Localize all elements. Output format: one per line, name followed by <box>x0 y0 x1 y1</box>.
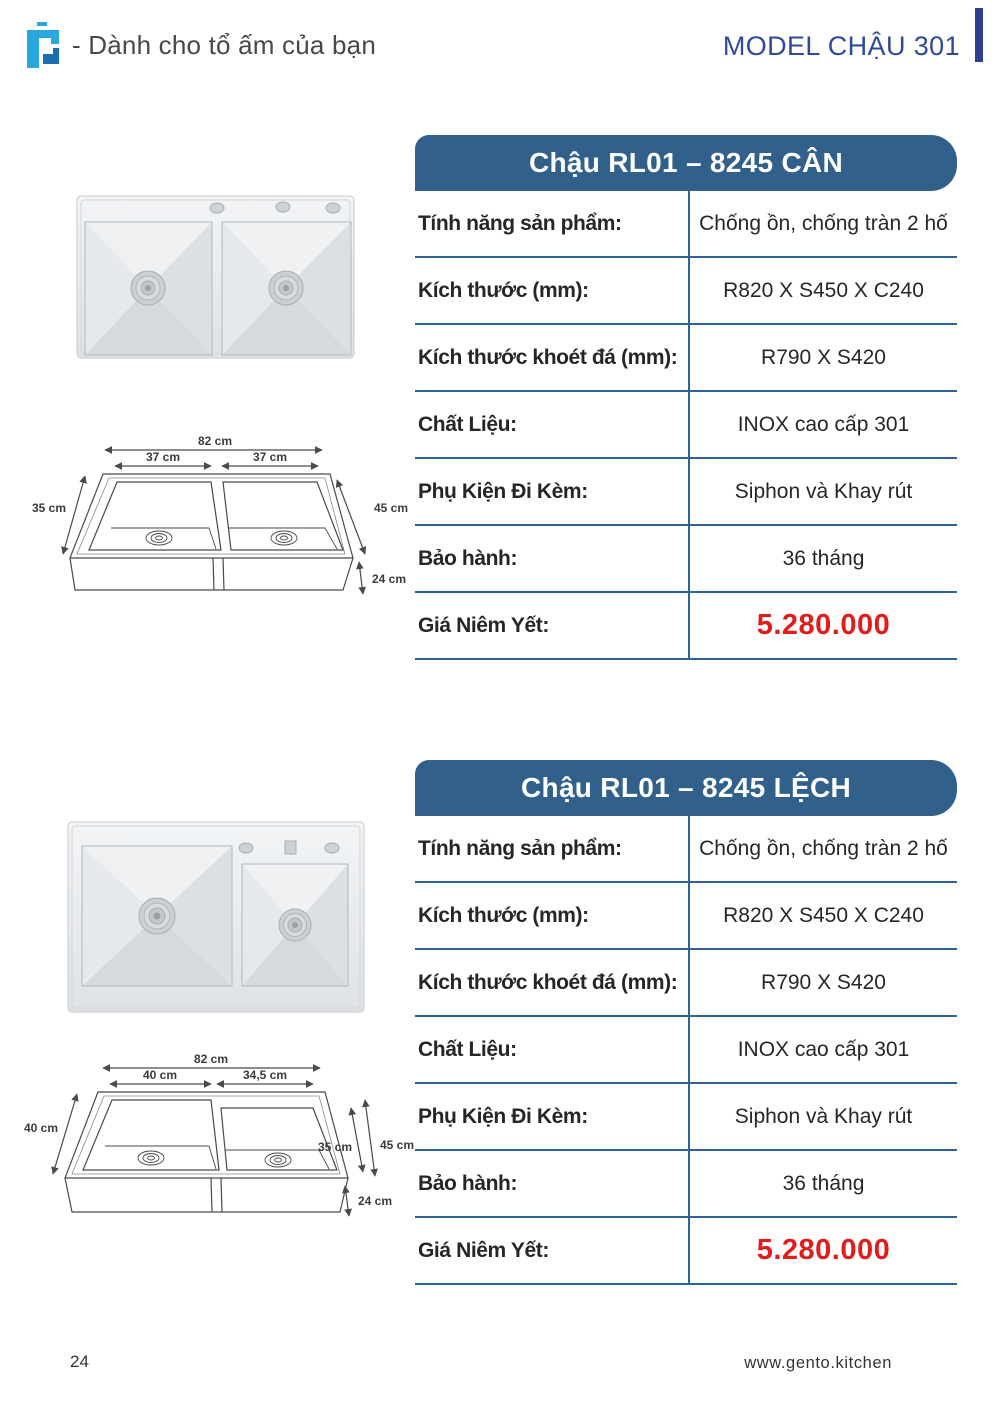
spec-label: Kích thước khoét đá (mm): <box>415 325 690 390</box>
dim-bowl-right: 34,5 cm <box>242 1068 288 1082</box>
spec-label: Giá Niêm Yết: <box>415 1218 690 1283</box>
sink-bowl-left <box>85 222 212 355</box>
spec-value: 36 tháng <box>782 546 865 570</box>
table-row <box>415 1151 957 1218</box>
spec-label: Phụ Kiện Đi Kèm: <box>415 459 690 524</box>
spec-table-lech <box>415 760 957 1285</box>
spec-label: Chất Liệu: <box>415 1017 690 1082</box>
spec-label: Bảo hành: <box>415 526 690 591</box>
table-row <box>415 392 957 459</box>
spec-value: R820 X S450 X C240 <box>723 278 924 302</box>
dim-side-depth: 45 cm <box>373 501 409 515</box>
spec-table-title: Chậu RL01 – 8245 CÂN <box>415 135 957 191</box>
spec-value: 36 tháng <box>782 1171 865 1195</box>
spec-value: INOX cao cấp 301 <box>737 1037 910 1061</box>
page-title: MODEL CHẬU 301 <box>722 31 960 61</box>
sink-bowl-right <box>222 222 351 355</box>
table-row <box>415 459 957 526</box>
brand-tagline: - Dành cho tổ ấm của bạn <box>72 30 376 60</box>
dim-bowl-height: 24 cm <box>371 572 407 586</box>
dim-total-width: 82 cm <box>197 434 233 448</box>
drain-icon <box>269 271 303 305</box>
spec-value: R820 X S450 X C240 <box>723 903 924 927</box>
spec-table-can <box>415 135 957 660</box>
drain-icon <box>131 271 165 305</box>
price-value: 5.280.000 <box>756 1234 891 1266</box>
dim-side-depth: 45 cm <box>379 1138 415 1152</box>
spec-value: Siphon và Khay rút <box>734 1104 913 1128</box>
table-row <box>415 526 957 593</box>
spec-label: Giá Niêm Yết: <box>415 593 690 658</box>
spec-value: INOX cao cấp 301 <box>737 412 910 436</box>
dim-bowl-left: 40 cm <box>142 1068 178 1082</box>
product-photo-can <box>55 172 375 392</box>
drain-icon <box>139 898 175 934</box>
table-row <box>415 950 957 1017</box>
spec-label: Bảo hành: <box>415 1151 690 1216</box>
product-photo-lech <box>48 806 383 1028</box>
dimension-diagram-lech <box>15 1050 425 1235</box>
spec-label: Phụ Kiện Đi Kèm: <box>415 1084 690 1149</box>
website-text: www.gento.kitchen <box>744 1354 892 1372</box>
table-row <box>415 593 957 660</box>
drain-icon <box>279 909 311 941</box>
table-row <box>415 191 957 258</box>
accent-bar <box>975 8 983 62</box>
price-value: 5.280.000 <box>756 609 891 641</box>
sink-bowl-left <box>82 846 232 986</box>
table-row <box>415 325 957 392</box>
page-number: 24 <box>70 1352 89 1371</box>
faucet-logo-icon <box>22 22 64 72</box>
spec-value: Siphon và Khay rút <box>734 479 913 503</box>
dim-inner-depth: 35 cm <box>317 1140 353 1154</box>
spec-value: Chống ồn, chống tràn 2 hố <box>699 211 948 235</box>
spec-value: R790 X S420 <box>761 970 886 994</box>
dim-bowl-left: 37 cm <box>145 450 181 464</box>
table-row <box>415 1218 957 1285</box>
spec-label: Kích thước (mm): <box>415 883 690 948</box>
spec-label: Kích thước khoét đá (mm): <box>415 950 690 1015</box>
spec-value: Chống ồn, chống tràn 2 hố <box>699 836 948 860</box>
spec-label: Tính năng sản phẩm: <box>415 816 690 881</box>
table-row <box>415 883 957 950</box>
spec-label: Chất Liệu: <box>415 392 690 457</box>
spec-label: Kích thước (mm): <box>415 258 690 323</box>
dim-front-depth: 35 cm <box>31 501 67 515</box>
dim-front-depth: 40 cm <box>23 1121 59 1135</box>
table-row <box>415 1084 957 1151</box>
spec-label: Tính năng sản phẩm: <box>415 191 690 256</box>
dim-bowl-right: 37 cm <box>252 450 288 464</box>
table-row <box>415 816 957 883</box>
sink-bowl-right <box>242 864 348 986</box>
spec-value: R790 X S420 <box>761 345 886 369</box>
dim-total-width: 82 cm <box>193 1052 229 1066</box>
spec-table-title: Chậu RL01 – 8245 LỆCH <box>415 760 957 816</box>
dim-bowl-height: 24 cm <box>357 1194 393 1208</box>
table-row <box>415 1017 957 1084</box>
table-row <box>415 258 957 325</box>
brand-logo <box>22 22 64 72</box>
dimension-diagram-can <box>25 432 420 607</box>
